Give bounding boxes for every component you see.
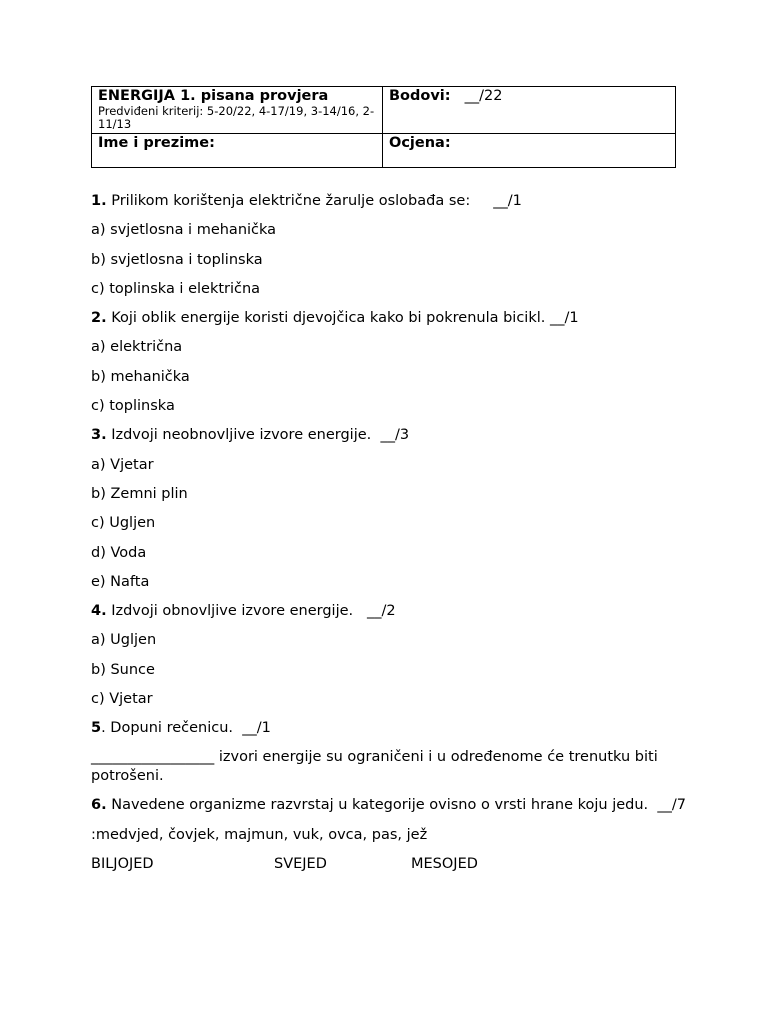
question-text: Izdvoji obnovljive izvore energije. __/2 [106, 603, 396, 620]
question-text: . Dopuni rečenicu. __/1 [101, 720, 271, 737]
question-number: 5 [91, 720, 102, 737]
category-herbivore: BILJOJED [91, 856, 154, 873]
question-text: Koji oblik energije koristi djevojčica kako bi pokrenula bicikl. __/1 [106, 310, 579, 327]
answer-option[interactable]: a) Vjetar [91, 456, 154, 473]
answer-option[interactable]: b) Sunce [91, 661, 155, 678]
title-cell [92, 87, 383, 134]
answer-option[interactable]: a) Ugljen [91, 632, 157, 649]
answer-option[interactable]: b) Zemni plin [91, 485, 188, 502]
question-5 [91, 718, 691, 738]
answer-option[interactable]: b) svjetlosna i toplinska [91, 251, 263, 268]
points-cell [383, 87, 676, 134]
question-text: Izdvoji neobnovljive izvore energije. __/3 [106, 427, 410, 444]
points-value: __/22 [464, 88, 503, 104]
question-text: Prilikom korištenja električne žarulje oslobađa se: __/1 [106, 193, 522, 209]
answer-option[interactable]: c) toplinska [91, 398, 175, 415]
question-4 [91, 601, 691, 621]
category-carnivore: MESOJED [411, 856, 478, 873]
category-row [91, 854, 691, 874]
answer-option[interactable]: c) toplinska i električna [91, 280, 261, 297]
question-number: 3. [91, 427, 107, 444]
organism-list: :medvjed, čovjek, majmun, vuk, ovca, pas, jež [91, 826, 428, 843]
question-3 [91, 425, 691, 445]
questions-section [91, 191, 691, 874]
question-number: 2. [91, 310, 107, 327]
header-table [91, 86, 676, 168]
points-label: Bodovi: [389, 88, 451, 104]
grade-cell[interactable] [383, 134, 676, 168]
test-title: ENERGIJA 1. pisana provjera [98, 88, 329, 104]
category-omnivore: SVEJED [274, 856, 327, 873]
answer-option[interactable]: d) Voda [91, 544, 147, 561]
question-number: 1. [91, 193, 107, 209]
answer-option[interactable]: a) električna [91, 339, 183, 356]
question-number: 6. [91, 796, 107, 813]
grade-label: Ocjena: [389, 135, 451, 151]
name-label: Ime i prezime: [98, 135, 215, 151]
answer-option[interactable]: b) mehanička [91, 368, 190, 385]
fill-in-sentence[interactable]: _________________ izvori energije su ograničeni i u određenome će trenutku biti potrošeni. [91, 748, 663, 785]
name-cell[interactable] [92, 134, 383, 168]
answer-option[interactable]: e) Nafta [91, 573, 150, 590]
question-number: 4. [91, 603, 107, 620]
question-1 [91, 191, 691, 211]
answer-option[interactable]: c) Ugljen [91, 515, 156, 532]
grading-criteria: Predviđeni kriterij: 5-20/22, 4-17/19, 3-14/16, 2-11/13 [98, 104, 375, 131]
answer-option[interactable]: c) Vjetar [91, 691, 153, 708]
question-2 [91, 308, 691, 328]
answer-option[interactable]: a) svjetlosna i mehanička [91, 222, 277, 239]
question-6 [91, 796, 691, 816]
question-text: Navedene organizme razvrstaj u kategorije ovisno o vrsti hrane koju jedu. __/7 [106, 796, 686, 813]
